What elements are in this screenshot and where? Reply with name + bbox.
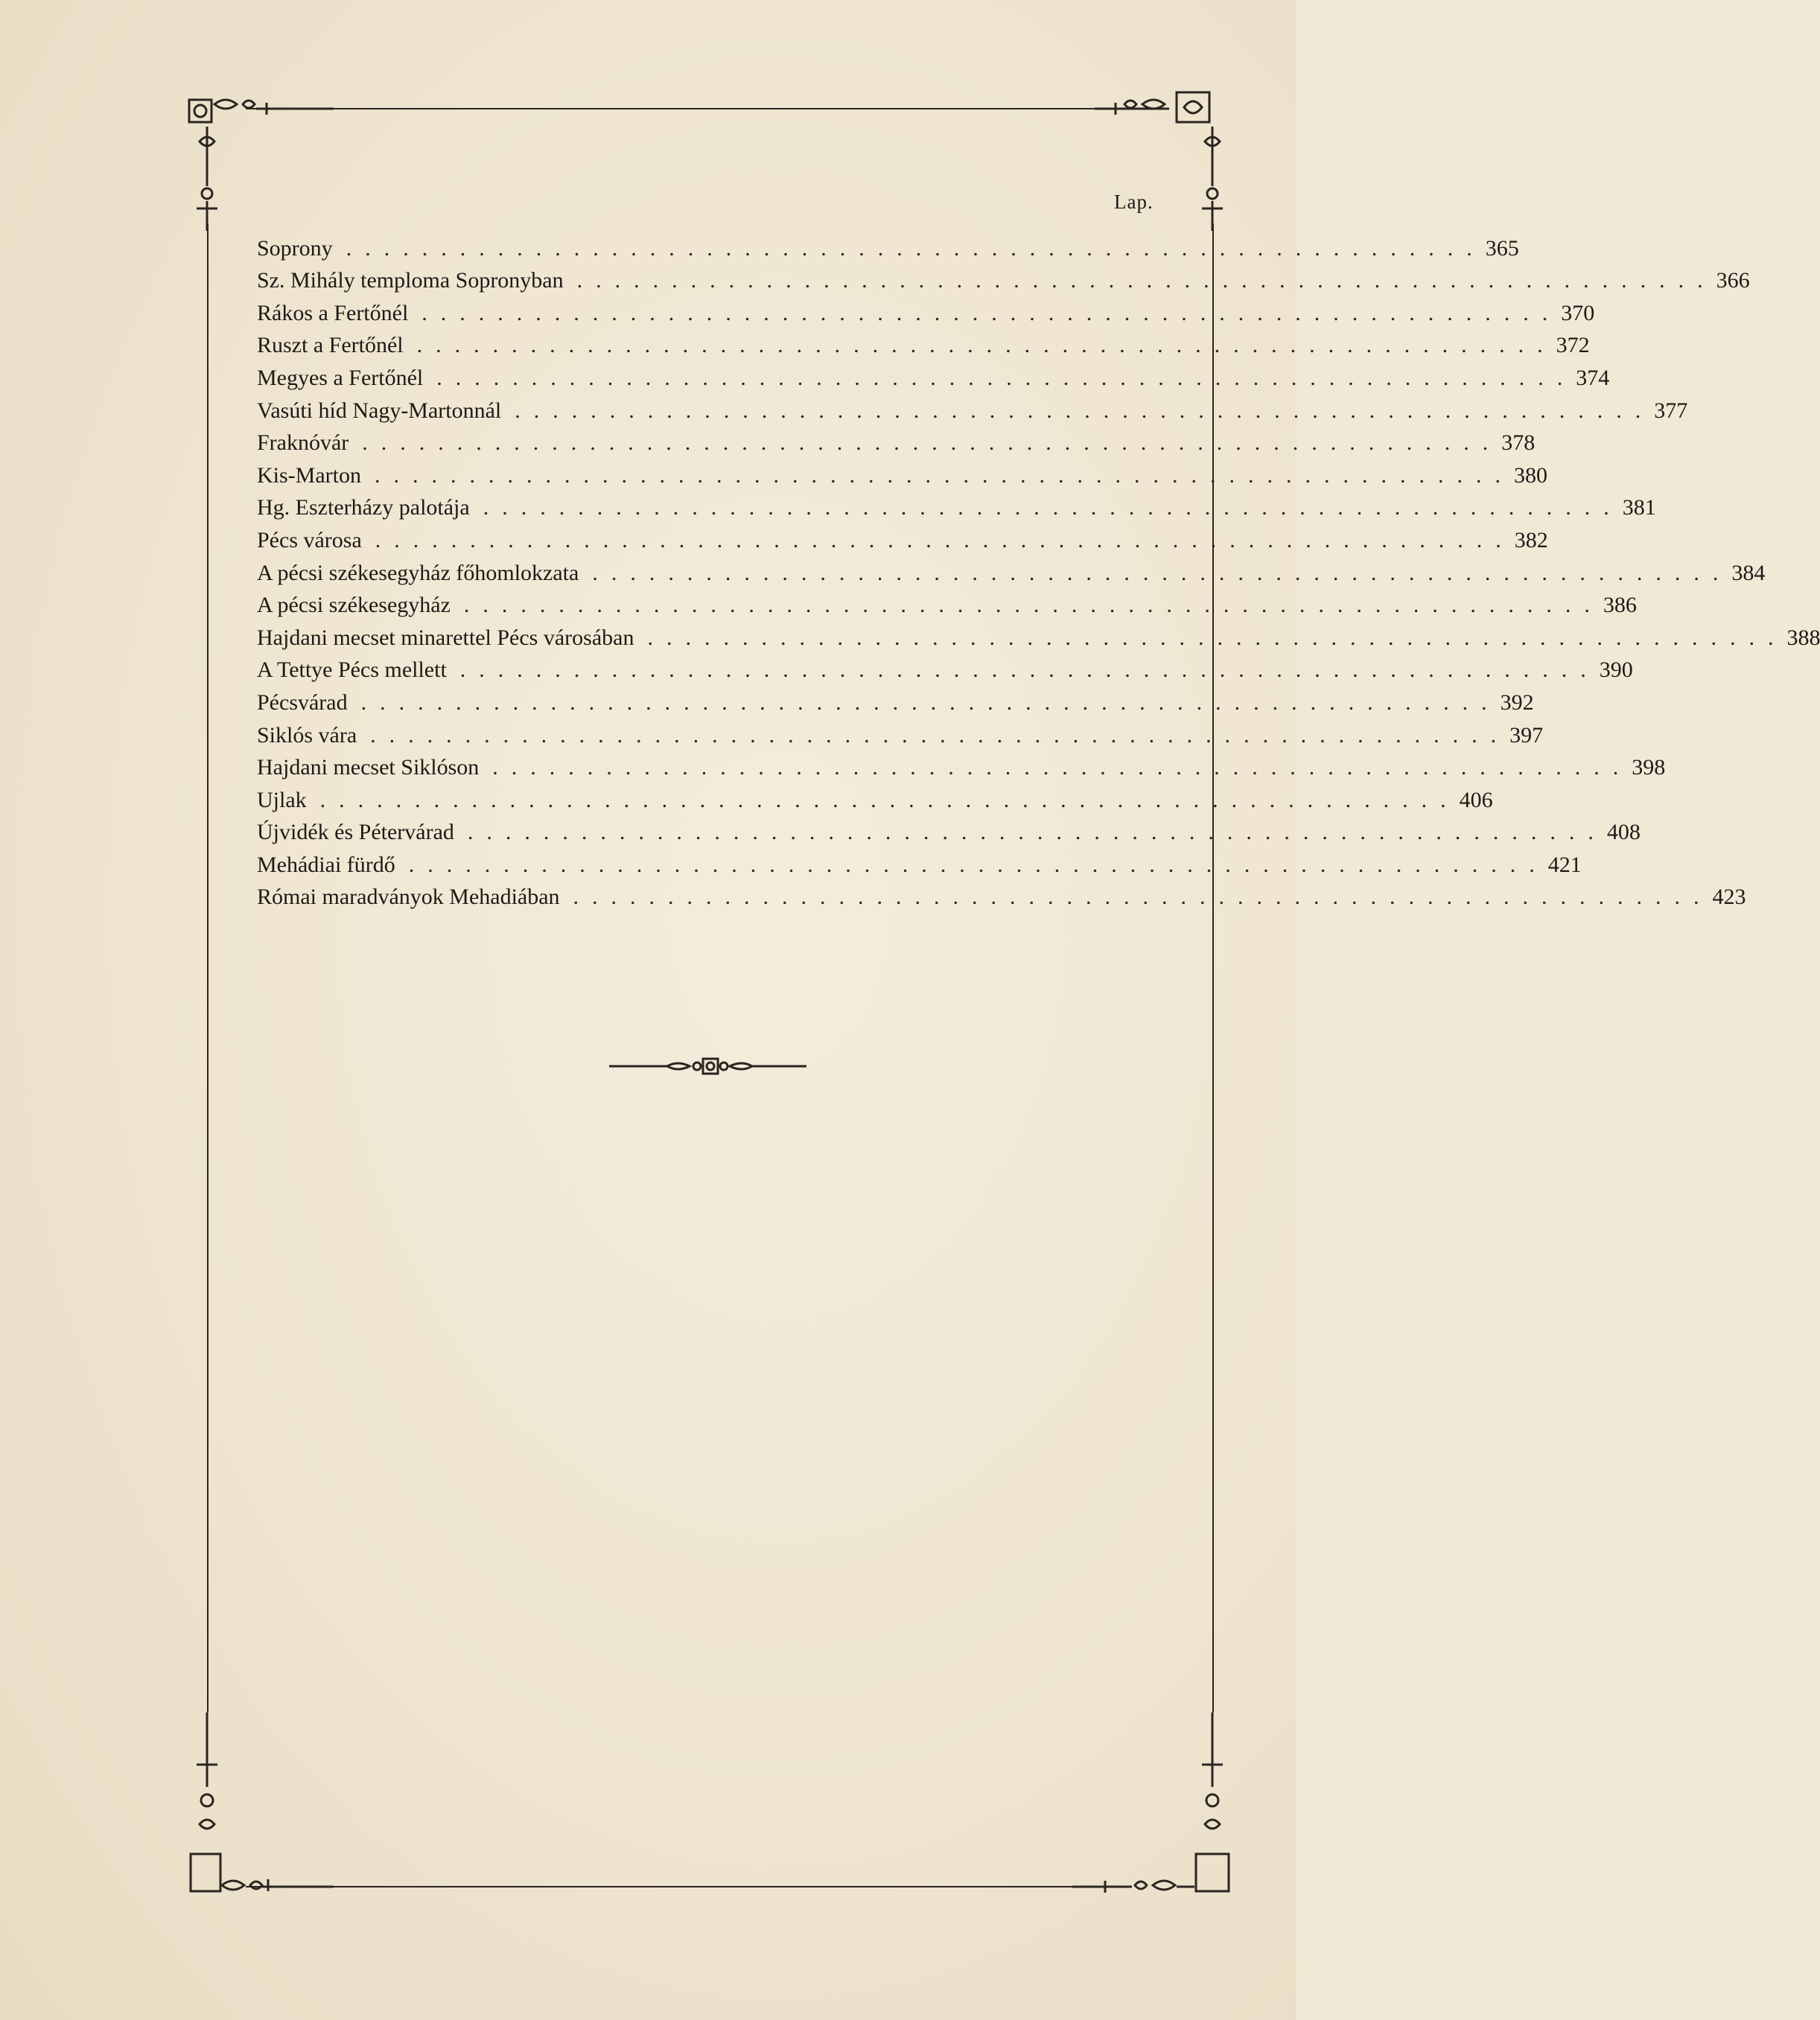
dot-leader: ............................................................ — [492, 755, 1632, 780]
dot-leader: ............................................................ — [436, 365, 1576, 390]
frame-top-rule — [246, 108, 1117, 109]
entry-page-number: 408 — [1606, 820, 1641, 845]
dot-leader: ............................................................ — [408, 852, 1548, 877]
dot-leader: ............................................................ — [416, 333, 1556, 358]
list-item — [257, 844, 1582, 877]
section-divider-ornament-icon — [609, 1053, 806, 1080]
list-item — [257, 616, 1820, 650]
dot-leader: ............................................................ — [592, 560, 1732, 585]
entry-page-number: 388 — [1786, 625, 1820, 650]
entry-title: Ujlak — [257, 787, 307, 812]
entry-page-number: 392 — [1500, 689, 1534, 715]
entry-title: Sz. Mihály temploma Sopronyban — [257, 268, 564, 293]
entry-page-number: 372 — [1556, 333, 1590, 358]
entry-title: A Tettye Pécs mellett — [257, 657, 447, 683]
entry-title: Kis-Marton — [257, 462, 361, 488]
page-column-header: Lap. — [1114, 191, 1154, 213]
list-item — [257, 389, 1688, 423]
entry-page-number: 378 — [1501, 430, 1536, 456]
frame-bottom-rule — [246, 1886, 1102, 1887]
list-item — [257, 812, 1641, 845]
corner-ornament-bottom-right-icon — [1072, 1712, 1236, 1906]
dot-leader: ............................................................ — [319, 787, 1460, 812]
list-item — [257, 552, 1766, 585]
list-item — [257, 584, 1637, 618]
entry-title: Vasúti híd Nagy-Martonnál — [257, 398, 502, 423]
entry-title: Pécs városa — [257, 527, 362, 552]
dot-leader: ............................................................ — [459, 657, 1600, 683]
dot-leader: ............................................................ — [421, 300, 1562, 325]
frame-left-rule — [207, 223, 209, 1712]
dot-leader: ............................................................ — [370, 722, 1510, 748]
entry-page-number: 384 — [1731, 560, 1766, 585]
dot-leader: ............................................................ — [576, 268, 1716, 293]
list-item — [257, 292, 1595, 325]
dot-leader: ............................................................ — [483, 495, 1623, 520]
entry-title: A pécsi székesegyház — [257, 593, 451, 618]
entry-page-number: 397 — [1509, 722, 1544, 748]
list-item — [257, 260, 1750, 293]
dot-leader: ............................................................ — [647, 625, 1787, 650]
entry-title: A pécsi székesegyház főhomlokzata — [257, 560, 579, 585]
entry-title: Megyes a Fertőnél — [257, 365, 424, 390]
corner-ornament-bottom-left-icon — [185, 1712, 334, 1906]
list-item — [257, 681, 1534, 715]
dot-leader: ............................................................ — [374, 462, 1514, 488]
list-item — [257, 325, 1590, 358]
entry-page-number: 390 — [1599, 657, 1633, 683]
entry-page-number: 382 — [1514, 527, 1548, 552]
entry-page-number: 406 — [1459, 787, 1493, 812]
entry-title: Siklós vára — [257, 722, 357, 748]
entry-title: Ruszt a Fertőnél — [257, 333, 404, 358]
dot-leader: ............................................................ — [573, 885, 1713, 910]
entry-page-number: 381 — [1622, 495, 1656, 520]
list-item — [257, 227, 1519, 261]
list-item — [257, 876, 1746, 910]
list-item — [257, 649, 1633, 683]
dot-leader: ............................................................ — [463, 593, 1603, 618]
list-item — [257, 454, 1547, 488]
entry-title: Római maradványok Mehadiában — [257, 885, 560, 910]
entry-title: Soprony — [257, 235, 333, 261]
entry-title: Rákos a Fertőnél — [257, 300, 409, 325]
entry-page-number: 377 — [1654, 398, 1688, 423]
list-item — [257, 519, 1548, 552]
entry-page-number: 374 — [1576, 365, 1610, 390]
entry-title: Hajdani mecset Siklóson — [257, 755, 480, 780]
entry-page-number: 380 — [1513, 462, 1547, 488]
dot-leader: ............................................................ — [362, 430, 1502, 456]
entry-title: Hajdani mecset minarettel Pécs városában — [257, 625, 634, 650]
entry-title: Fraknóvár — [257, 430, 349, 456]
entry-page-number: 421 — [1547, 852, 1582, 877]
entry-title: Hg. Eszterházy palotája — [257, 495, 470, 520]
dot-leader: ............................................................ — [515, 398, 1655, 423]
entry-page-number: 398 — [1632, 755, 1666, 780]
entry-page-number: 370 — [1561, 300, 1595, 325]
list-item — [257, 714, 1544, 748]
entry-page-number: 386 — [1603, 593, 1637, 618]
dot-leader: ............................................................ — [360, 689, 1501, 715]
list-item — [257, 779, 1493, 812]
dot-leader: ............................................................ — [467, 820, 1607, 845]
entry-title: Újvidék és Pétervárad — [257, 820, 454, 845]
entry-title: Mehádiai fürdő — [257, 852, 395, 877]
dot-leader: ............................................................ — [375, 527, 1515, 552]
list-item — [257, 487, 1656, 520]
entry-title: Pécsvárad — [257, 689, 348, 715]
table-of-contents — [257, 227, 1820, 910]
entry-page-number: 366 — [1716, 268, 1750, 293]
entry-page-number: 423 — [1712, 885, 1746, 910]
corner-ornament-top-left-icon — [185, 82, 334, 231]
list-item — [257, 422, 1536, 456]
entry-page-number: 365 — [1485, 235, 1519, 261]
list-item — [257, 747, 1666, 780]
list-item — [257, 357, 1610, 390]
dot-leader: ............................................................ — [346, 235, 1486, 261]
